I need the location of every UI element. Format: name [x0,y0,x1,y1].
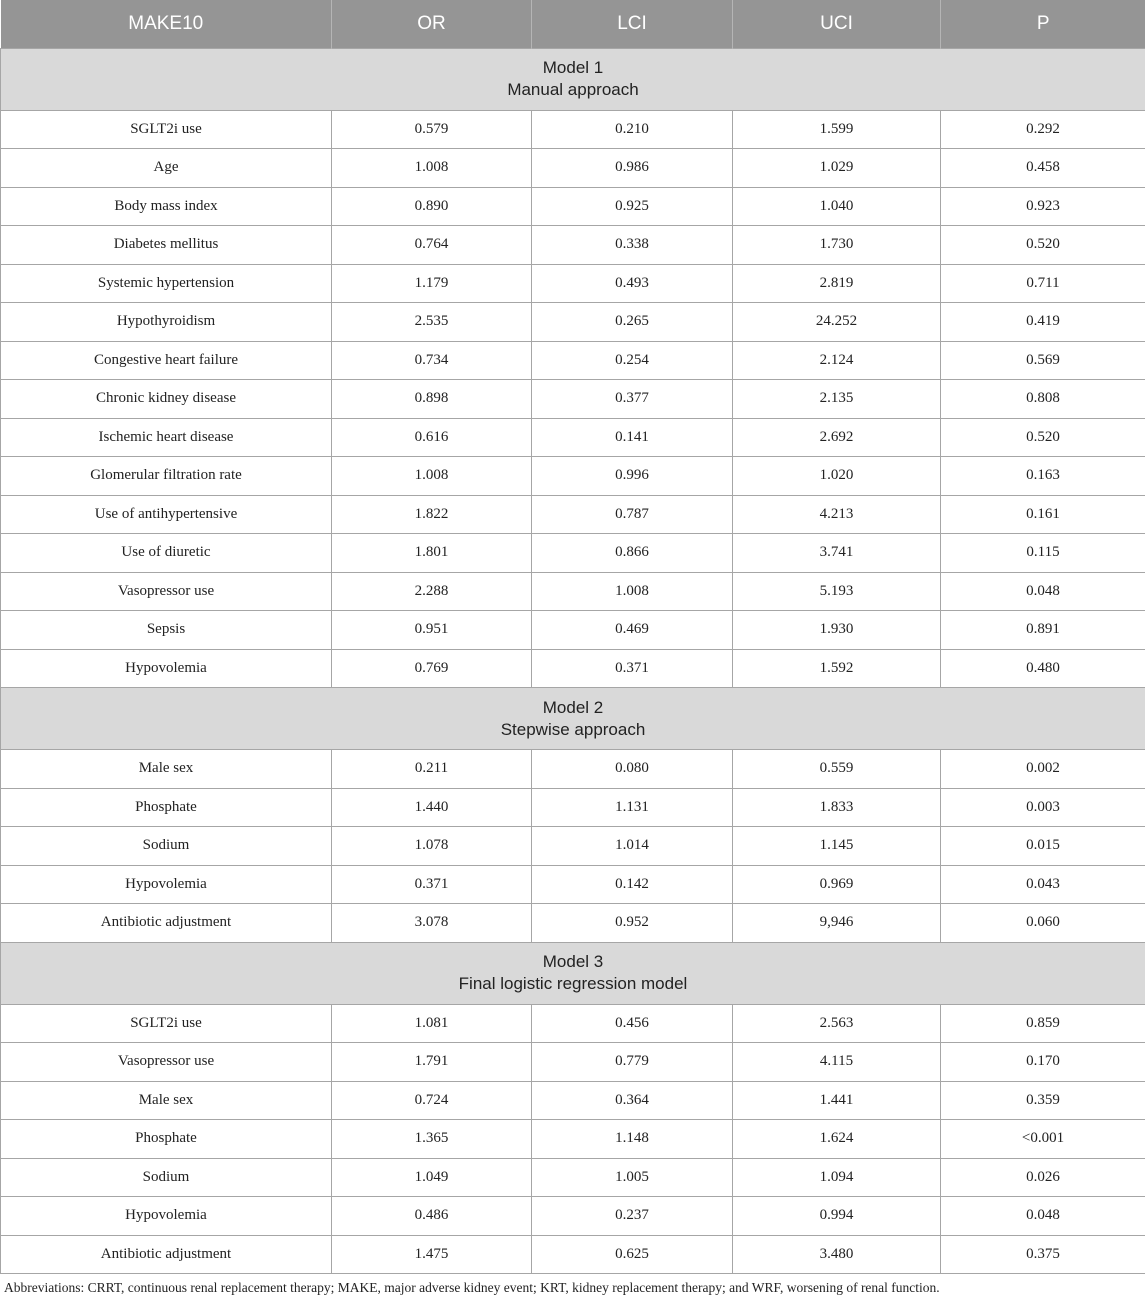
section-header-row [1,942,1145,1004]
cell-or: 0.898 [332,380,532,419]
cell-uci: 2.692 [733,418,941,457]
table-row [1,534,1145,573]
cell-lci: 0.254 [532,341,733,380]
cell-uci: 2.563 [733,1004,941,1043]
header-cell-or: OR [332,0,532,48]
cell-lci: 0.456 [532,1004,733,1043]
cell-uci: 1.145 [733,827,941,866]
cell-lci: 1.005 [532,1158,733,1197]
cell-or: 1.179 [332,264,532,303]
cell-lci: 0.080 [532,750,733,789]
cell-or: 0.616 [332,418,532,457]
cell-lci: 0.866 [532,534,733,573]
cell-lci: 0.493 [532,264,733,303]
cell-lci: 1.131 [532,788,733,827]
cell-p: 0.711 [941,264,1145,303]
cell-variable: Hypovolemia [1,865,332,904]
cell-or: 2.288 [332,572,532,611]
cell-p: 0.060 [941,904,1145,943]
cell-variable: Male sex [1,1081,332,1120]
table-row [1,149,1145,188]
cell-variable: Vasopressor use [1,572,332,611]
table-row [1,865,1145,904]
cell-variable: Use of antihypertensive [1,495,332,534]
table-row [1,187,1145,226]
cell-uci: 1.592 [733,649,941,688]
cell-p: 0.923 [941,187,1145,226]
cell-uci: 1.020 [733,457,941,496]
table-header [1,0,1145,48]
cell-variable: SGLT2i use [1,110,332,149]
cell-or: 2.535 [332,303,532,342]
cell-p: 0.520 [941,418,1145,457]
cell-p: 0.419 [941,303,1145,342]
cell-or: 0.769 [332,649,532,688]
table-row [1,303,1145,342]
cell-or: 0.951 [332,611,532,650]
cell-or: 0.724 [332,1081,532,1120]
header-cell-p: P [941,0,1145,48]
table-row [1,750,1145,789]
table-row [1,495,1145,534]
cell-lci: 0.142 [532,865,733,904]
cell-uci: 1.040 [733,187,941,226]
cell-p: 0.359 [941,1081,1145,1120]
cell-p: 0.569 [941,341,1145,380]
cell-or: 1.081 [332,1004,532,1043]
cell-p: 0.859 [941,1004,1145,1043]
cell-variable: Use of diuretic [1,534,332,573]
section-title: Model 2 [542,697,604,717]
cell-variable: Antibiotic adjustment [1,1235,332,1274]
section-header [1,942,1145,1004]
cell-lci: 0.925 [532,187,733,226]
cell-lci: 0.625 [532,1235,733,1274]
section-header [1,688,1145,750]
table-row [1,264,1145,303]
section-title: Model 3 [542,952,604,971]
cell-uci: 3.480 [733,1235,941,1274]
table-row [1,380,1145,419]
table-row [1,611,1145,650]
table-row [1,788,1145,827]
footnote: Abbreviations: CRRT, continuous renal replacement therapy; MAKE, major adverse kidney event; KRT, kidney replacement therapy; and WRF, worsening of renal function. [4,1280,940,1295]
cell-p: 0.026 [941,1158,1145,1197]
table-row [1,418,1145,457]
cell-uci: 24.252 [733,303,941,342]
cell-uci: 1.624 [733,1120,941,1159]
section-header-row [1,48,1145,110]
cell-or: 0.486 [332,1197,532,1236]
cell-lci: 0.779 [532,1043,733,1082]
cell-uci: 1.833 [733,788,941,827]
cell-p: 0.520 [941,226,1145,265]
table-row [1,1197,1145,1236]
cell-lci: 1.014 [532,827,733,866]
cell-p: 0.458 [941,149,1145,188]
cell-or: 0.764 [332,226,532,265]
section-header-row [1,688,1145,750]
cell-p: 0.480 [941,649,1145,688]
table-row [1,572,1145,611]
cell-p: 0.163 [941,457,1145,496]
cell-variable: Sodium [1,827,332,866]
cell-lci: 0.371 [532,649,733,688]
header-cell-uci: UCI [733,0,941,48]
cell-p: 0.002 [941,750,1145,789]
table-row [1,1235,1145,1274]
cell-variable: Phosphate [1,788,332,827]
cell-uci: 1.930 [733,611,941,650]
cell-or: 1.822 [332,495,532,534]
cell-variable: Antibiotic adjustment [1,904,332,943]
table-row [1,1081,1145,1120]
cell-uci: 1.599 [733,110,941,149]
cell-or: 0.579 [332,110,532,149]
cell-variable: Hypothyroidism [1,303,332,342]
cell-lci: 0.996 [532,457,733,496]
cell-or: 0.371 [332,865,532,904]
table-row [1,904,1145,943]
table-row [1,341,1145,380]
cell-p: 0.048 [941,1197,1145,1236]
cell-uci: 2.124 [733,341,941,380]
cell-variable: Phosphate [1,1120,332,1159]
cell-uci: 0.969 [733,865,941,904]
section-subtitle: Final logistic regression model [458,974,688,993]
cell-or: 1.008 [332,149,532,188]
cell-or: 1.475 [332,1235,532,1274]
cell-or: 1.078 [332,827,532,866]
cell-p: 0.375 [941,1235,1145,1274]
cell-p: 0.170 [941,1043,1145,1082]
cell-uci: 9,946 [733,904,941,943]
cell-lci: 0.469 [532,611,733,650]
cell-lci: 0.787 [532,495,733,534]
table-row [1,827,1145,866]
cell-lci: 0.210 [532,110,733,149]
cell-p: 0.015 [941,827,1145,866]
cell-lci: 0.377 [532,380,733,419]
cell-lci: 0.265 [532,303,733,342]
cell-variable: Vasopressor use [1,1043,332,1082]
cell-lci: 0.237 [532,1197,733,1236]
cell-or: 1.365 [332,1120,532,1159]
cell-or: 1.791 [332,1043,532,1082]
section-subtitle: Stepwise approach [500,719,646,739]
cell-or: 0.890 [332,187,532,226]
cell-or: 0.734 [332,341,532,380]
cell-uci: 1.441 [733,1081,941,1120]
cell-uci: 3.741 [733,534,941,573]
cell-uci: 0.559 [733,750,941,789]
cell-p: 0.161 [941,495,1145,534]
cell-variable: Hypovolemia [1,649,332,688]
cell-uci: 2.135 [733,380,941,419]
cell-or: 0.211 [332,750,532,789]
cell-uci: 4.213 [733,495,941,534]
cell-or: 3.078 [332,904,532,943]
header-cell-make10: MAKE10 [1,0,332,48]
cell-lci: 0.338 [532,226,733,265]
section-header [1,48,1145,110]
cell-variable: Sepsis [1,611,332,650]
table-row [1,226,1145,265]
cell-variable: Chronic kidney disease [1,380,332,419]
cell-lci: 1.148 [532,1120,733,1159]
cell-variable: Male sex [1,750,332,789]
table-row [1,1004,1145,1043]
cell-p: 0.115 [941,534,1145,573]
cell-variable: Sodium [1,1158,332,1197]
cell-p: 0.292 [941,110,1145,149]
table-row [1,1043,1145,1082]
table-body [1,48,1145,1274]
cell-lci: 0.141 [532,418,733,457]
cell-variable: Glomerular filtration rate [1,457,332,496]
cell-variable: Body mass index [1,187,332,226]
section-subtitle: Manual approach [507,80,639,99]
cell-variable: Age [1,149,332,188]
cell-uci: 1.094 [733,1158,941,1197]
cell-variable: SGLT2i use [1,1004,332,1043]
header-cell-lci: LCI [532,0,733,48]
cell-p: 0.808 [941,380,1145,419]
cell-lci: 0.986 [532,149,733,188]
cell-p: 0.891 [941,611,1145,650]
section-title: Model 1 [542,58,604,77]
cell-p: 0.048 [941,572,1145,611]
cell-p: 0.043 [941,865,1145,904]
cell-variable: Congestive heart failure [1,341,332,380]
cell-uci: 0.994 [733,1197,941,1236]
table-row [1,457,1145,496]
cell-uci: 5.193 [733,572,941,611]
cell-variable: Systemic hypertension [1,264,332,303]
cell-uci: 1.029 [733,149,941,188]
cell-lci: 0.364 [532,1081,733,1120]
cell-uci: 1.730 [733,226,941,265]
table-row [1,110,1145,149]
cell-p: <0.001 [941,1120,1145,1159]
cell-lci: 0.952 [532,904,733,943]
cell-or: 1.440 [332,788,532,827]
table-row [1,1120,1145,1159]
cell-variable: Hypovolemia [1,1197,332,1236]
cell-uci: 2.819 [733,264,941,303]
cell-variable: Diabetes mellitus [1,226,332,265]
cell-variable: Ischemic heart disease [1,418,332,457]
cell-p: 0.003 [941,788,1145,827]
cell-lci: 1.008 [532,572,733,611]
cell-or: 1.008 [332,457,532,496]
cell-or: 1.049 [332,1158,532,1197]
table-row [1,649,1145,688]
cell-uci: 4.115 [733,1043,941,1082]
table-row [1,1158,1145,1197]
cell-or: 1.801 [332,534,532,573]
